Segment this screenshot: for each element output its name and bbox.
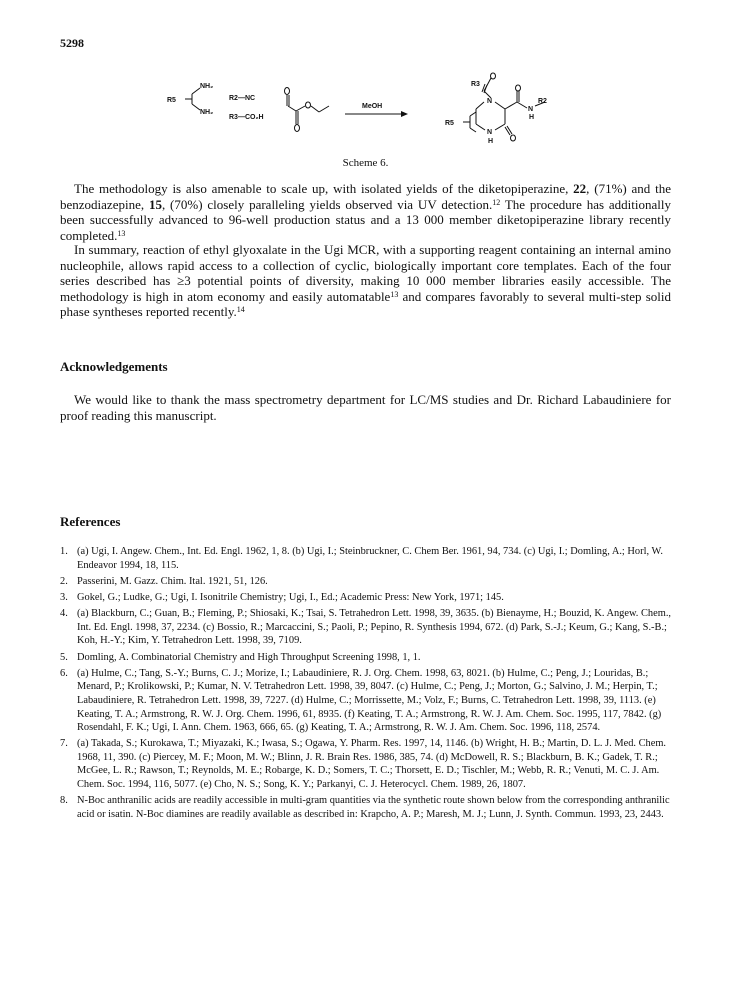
reference-item [60, 575, 675, 589]
nh2-top-label: NH₂ [200, 83, 214, 90]
r2-product-label: R2 [538, 98, 547, 105]
acknowledgements-heading: Acknowledgements [60, 359, 168, 374]
reference-number: 5. [60, 651, 68, 663]
paragraph-scale-up: The methodology is also amenable to scale up, with isolated yields of the diketopiperazine, 22, (71%) and the benzodiazepine, 15, (70%) closely paralleling yields observed via UV detection.$^{12}$ The procedure has additionally been successfully advanced to 96-well production status and a 13 000 member diketopiperazine library recently completed.$^{13}$ [60, 181, 672, 243]
reference-item [60, 737, 675, 791]
nh2-bottom-label: NH₂ [200, 109, 214, 116]
reference-number: 6. [60, 667, 68, 679]
reference-number: 7. [60, 738, 68, 750]
references-heading: References [60, 514, 121, 529]
r5-product-label: R5 [445, 120, 454, 127]
r5-label: R5 [167, 97, 176, 104]
reference-item [60, 607, 675, 648]
reference-item [60, 667, 675, 735]
page-number: 5298 [60, 36, 84, 50]
reference-text: Passerini, M. Gazz. Chim. Ital. 1921, 51, 126. [77, 575, 268, 587]
reaction-arrow [345, 111, 408, 117]
acknowledgements-text: We would like to thank the mass spectrometry department for LC/MS studies and Dr. Richard Labaudiniere for proof reading this manuscript. [60, 392, 671, 423]
reference-text: Gokel, G.; Ludke, G.; Ugi, I. Isonitrile Chemistry; Ugi, I., Ed.; Academic Press: New York, 1971; 145. [77, 591, 504, 603]
reference-number: 4. [60, 608, 68, 620]
reference-text: (a) Hulme, C.; Tang, S.-Y.; Burns, C. J.; Morize, I.; Labaudiniere, R. J. Org. Chem. 1998, 63, 8021. (b) Hulme, C.; Peng, J.; Louridas, B.; Menard, P.; Krolikowski, P.; Kumar, N. V. Tetrahedron Lett. 1998, 39, 8047. (c) Hulme, C.; Peng, J.; Morton, G.; Salvino, J. M.; Herpin, T.; Labaudiniere, R. Tetrahedron Lett. 1998, 39, 7227. (d) Hulme, C.; Morrissette, M.; Volz, F.; Burns, C. Tetrahedron Lett. 1998, 39, 1113. (e) Keating, T. A.; Armstrong, R. W. J. Org. Chem. 1996, 61, 8935. (f) Keating, T. A.; Armstrong, R. W. J. Am. Chem. Soc. 1995, 117, 7842. (g) Rosendahl, F. K.; Ugi, I. Ann. Chem. 1963, 666, 65. (g) Keating, T. A.; Armstrong, R. W. J. Am. Chem. Soc. 1996, 118, 2574. [77, 667, 662, 734]
ring-nitrogen-top: N [487, 98, 493, 105]
paragraph-summary: In summary, reaction of ethyl glyoxalate in the Ugi MCR, with a supporting reagent containing an internal amino nucleophile, allows rapid access to a collection of cyclic, biologically important core templates. Each of the four series described has ≥3 potential points of diversity, making 10 000 member libraries easily accessible. The methodology is high in atom economy and easily automatable$^{13}$ and compares favorably to several multi-step solid phase syntheses reported recently.$^{14}$ [60, 242, 672, 319]
reference-number: 1. [60, 546, 68, 557]
amide-hydrogen-label: H [529, 114, 535, 121]
reference-text: (a) Ugi, I. Angew. Chem., Int. Ed. Engl. 1962, 1, 8. (b) Ugi, I.; Steinbruckner, C. Chem Ber. 1961, 94, 734. (c) Ugi, I.; Domling, A.; Horl, W. Endeavor 1994, 18, 115. [77, 546, 663, 571]
reaction-scheme [165, 64, 565, 168]
isonitrile-label: R2—NC [229, 95, 256, 102]
reference-item [60, 651, 675, 665]
diamine-structure [185, 88, 200, 110]
reference-text: N-Boc anthranilic acids are readily accessible in multi-gram quantities via the synthetic route shown below from the corresponding anthranilic acid or isatin. N-Boc diamines are readily available as described in: Krapcho, A. P.; Maresh, M. J.; Lunn, J. Synth. Commun. 1993, 23, 2443. [77, 795, 670, 820]
carbonyl-oxygen-bottom [511, 135, 516, 141]
ring-hydrogen-bottom: H [488, 138, 494, 145]
acid-label: R3—CO₂H [229, 114, 264, 121]
r3-product-label: R3 [471, 81, 480, 88]
reference-text: Domling, A. Combinatorial Chemistry and High Throughput Screening 1998, 1, 1. [77, 651, 421, 663]
reference-number: 3. [60, 591, 68, 603]
reference-number: 8. [60, 795, 68, 807]
carbonyl-oxygen-top [491, 73, 496, 79]
reference-text: (a) Blackburn, C.; Guan, B.; Fleming, P.; Shiosaki, K.; Tsai, S. Tetrahedron Lett. 1998, 39, 3635. (b) Bienayme, H.; Bouzid, K. Angew. Chem., Int. Ed. Engl. 1998, 37, 2234. (c) Bossio, R.; Marcaccini, S.; Paoli, P.; Pepino, R. Synthesis 1994, 672. (d) Park, S.-J.; Keum, G.; Kang, S.-B.; Koh, H.-Y.; Kim, Y. Tetrahedron Lett. 1998, 39, 7109. [77, 608, 672, 647]
reference-item [60, 591, 675, 605]
reference-text: (a) Takada, S.; Kurokawa, T.; Miyazaki, K.; Iwasa, S.; Ogawa, Y. Pharm. Res. 1997, 14, 1146. (b) Wright, H. B.; Martin, D. L. J. Med. Chem. 1968, 11, 390. (c) Piercey, M. F.; Moon, M. W.; Blinn, J. R. Brain Res. 1986, 385, 74. (d) McDowell, R. S.; Blackburn, B. K.; Gadek, T. R.; McGee, L. R.; Rawson, T.; Reynolds, M. E.; Robarge, K. D.; Somers, T. C.; Thorsett, E. D.; Tischler, M.; Webb, R. R.; Venuti, M. C. J. Am. Chem. Soc. 1994, 116, 5077. (e) Cho, N. S.; Song, K. Y.; Parkanyi, C. J. Heterocycl. Chem. 1989, 26, 1807. [77, 738, 667, 791]
reference-item [60, 545, 675, 572]
reference-item [60, 794, 675, 821]
ring-nitrogen-bottom: N [487, 129, 493, 136]
scheme-caption: Scheme 6. [342, 157, 389, 169]
references-list [60, 545, 675, 824]
scheme-drawing [165, 64, 565, 168]
ethyl-glyoxalate-structure [285, 88, 330, 132]
reference-number: 2. [60, 575, 68, 587]
methanol-label: MeOH [362, 103, 383, 110]
amide-nitrogen-label: N [528, 106, 534, 113]
